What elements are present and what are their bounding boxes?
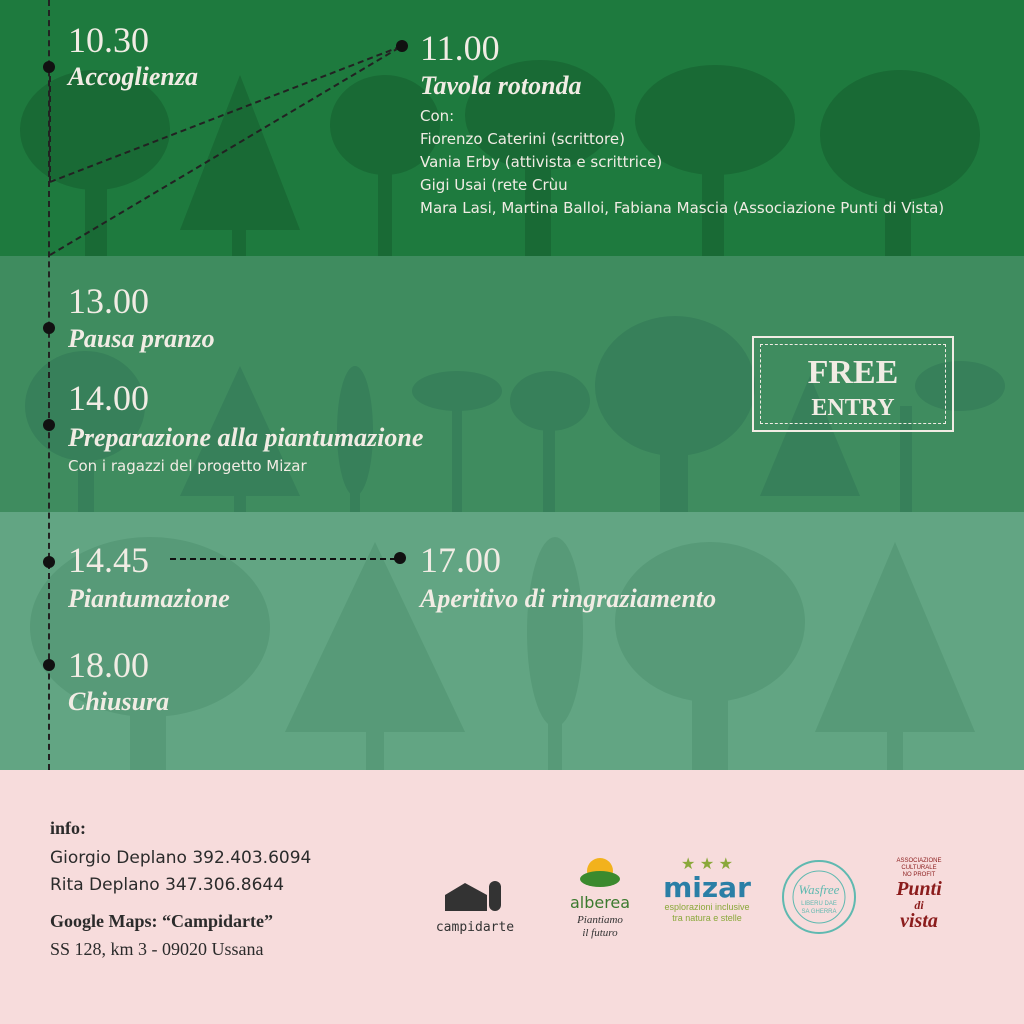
detail-line: Fiorenzo Caterini (scrittore): [420, 130, 625, 148]
detail-line: Con:: [420, 107, 455, 125]
badge-line-1: FREE: [807, 354, 899, 391]
timeline-dot-1400: [43, 419, 55, 431]
event-time-1445: 14.45: [68, 540, 149, 580]
punti-word-1: Punti: [896, 878, 942, 900]
punti-word-3: vista: [900, 910, 938, 932]
timeline-dot-1030: [43, 61, 55, 73]
alberea-tagline-1: Piantiamo: [577, 914, 623, 926]
barn-icon: [425, 875, 525, 915]
event-title-1400: Preparazione alla piantumazione: [68, 423, 424, 452]
detail-line: Vania Erby (attivista e scrittrice): [420, 153, 663, 171]
wasfree-sub-2: SA GHERRA: [801, 909, 837, 915]
punti-top-1: ASSOCIAZIONE: [896, 858, 942, 864]
mizar-wordmark: mizar: [663, 871, 751, 904]
info-heading: info:: [50, 818, 86, 838]
event-time-1400: 14.00: [68, 378, 149, 418]
campidarte-wordmark: campidarte: [435, 920, 515, 935]
punti-top-3: NO PROFIT: [902, 872, 936, 878]
maps-label: Google Maps: “Campidarte”: [50, 911, 273, 931]
event-title-1030: Accoglienza: [68, 62, 198, 91]
contact-rita: Rita Deplano 347.306.8644: [50, 875, 285, 895]
event-detail-1100: [420, 106, 944, 218]
event-time-1800: 18.00: [68, 645, 149, 685]
sun-turtle-icon: [560, 855, 640, 889]
alberea-logo: [560, 855, 640, 945]
contact-giorgio: Giorgio Deplano 392.403.6094: [50, 848, 312, 868]
address: SS 128, km 3 - 09020 Ussana: [50, 939, 264, 959]
badge-line-2: ENTRY: [811, 395, 895, 421]
event-title-1800: Chiusura: [68, 687, 170, 716]
event-time-1300: 13.00: [68, 281, 149, 321]
event-title-1700: Aperitivo di ringraziamento: [420, 584, 717, 613]
timeline-dot-1700: [394, 552, 406, 564]
mizar-tagline-2: tra natura e stelle: [672, 913, 742, 923]
punti-word-2: di: [914, 898, 924, 912]
timeline-dot-1100: [396, 40, 408, 52]
alberea-wordmark: alberea: [569, 893, 631, 912]
event-title-1300: Pausa pranzo: [68, 324, 215, 353]
event-title-1100: Tavola rotonda: [420, 71, 582, 100]
wasfree-sub-1: LIBERU DAE: [801, 901, 837, 907]
event-title-1445: Piantumazione: [68, 584, 230, 613]
timeline-dot-1300: [43, 322, 55, 334]
mizar-logo: [662, 856, 752, 940]
event-time-1100: 11.00: [420, 28, 500, 68]
event-time-1030: 10.30: [68, 20, 149, 60]
wasfree-logo: [780, 858, 858, 936]
stars-icon: ★ ★ ★: [681, 856, 733, 873]
wasfree-wordmark: Wasfree: [798, 882, 840, 897]
event-time-1700: 17.00: [420, 540, 501, 580]
mizar-tagline-1: esplorazioni inclusive: [664, 902, 750, 912]
free-entry-badge: [752, 336, 954, 432]
campidarte-logo: [425, 875, 525, 935]
punti-top-2: CULTURALE: [901, 865, 937, 871]
timeline-dot-1800: [43, 659, 55, 671]
detail-line: Mara Lasi, Martina Balloi, Fabiana Mascia (Associazione Punti di Vista): [420, 199, 945, 217]
event-detail-1400: Con i ragazzi del progetto Mizar: [68, 457, 307, 475]
timeline-dot-1445: [43, 556, 55, 568]
punti-di-vista-logo: [886, 858, 952, 944]
alberea-tagline-2: il futuro: [582, 927, 618, 939]
detail-line: Gigi Usai (rete Crùu: [420, 176, 568, 194]
